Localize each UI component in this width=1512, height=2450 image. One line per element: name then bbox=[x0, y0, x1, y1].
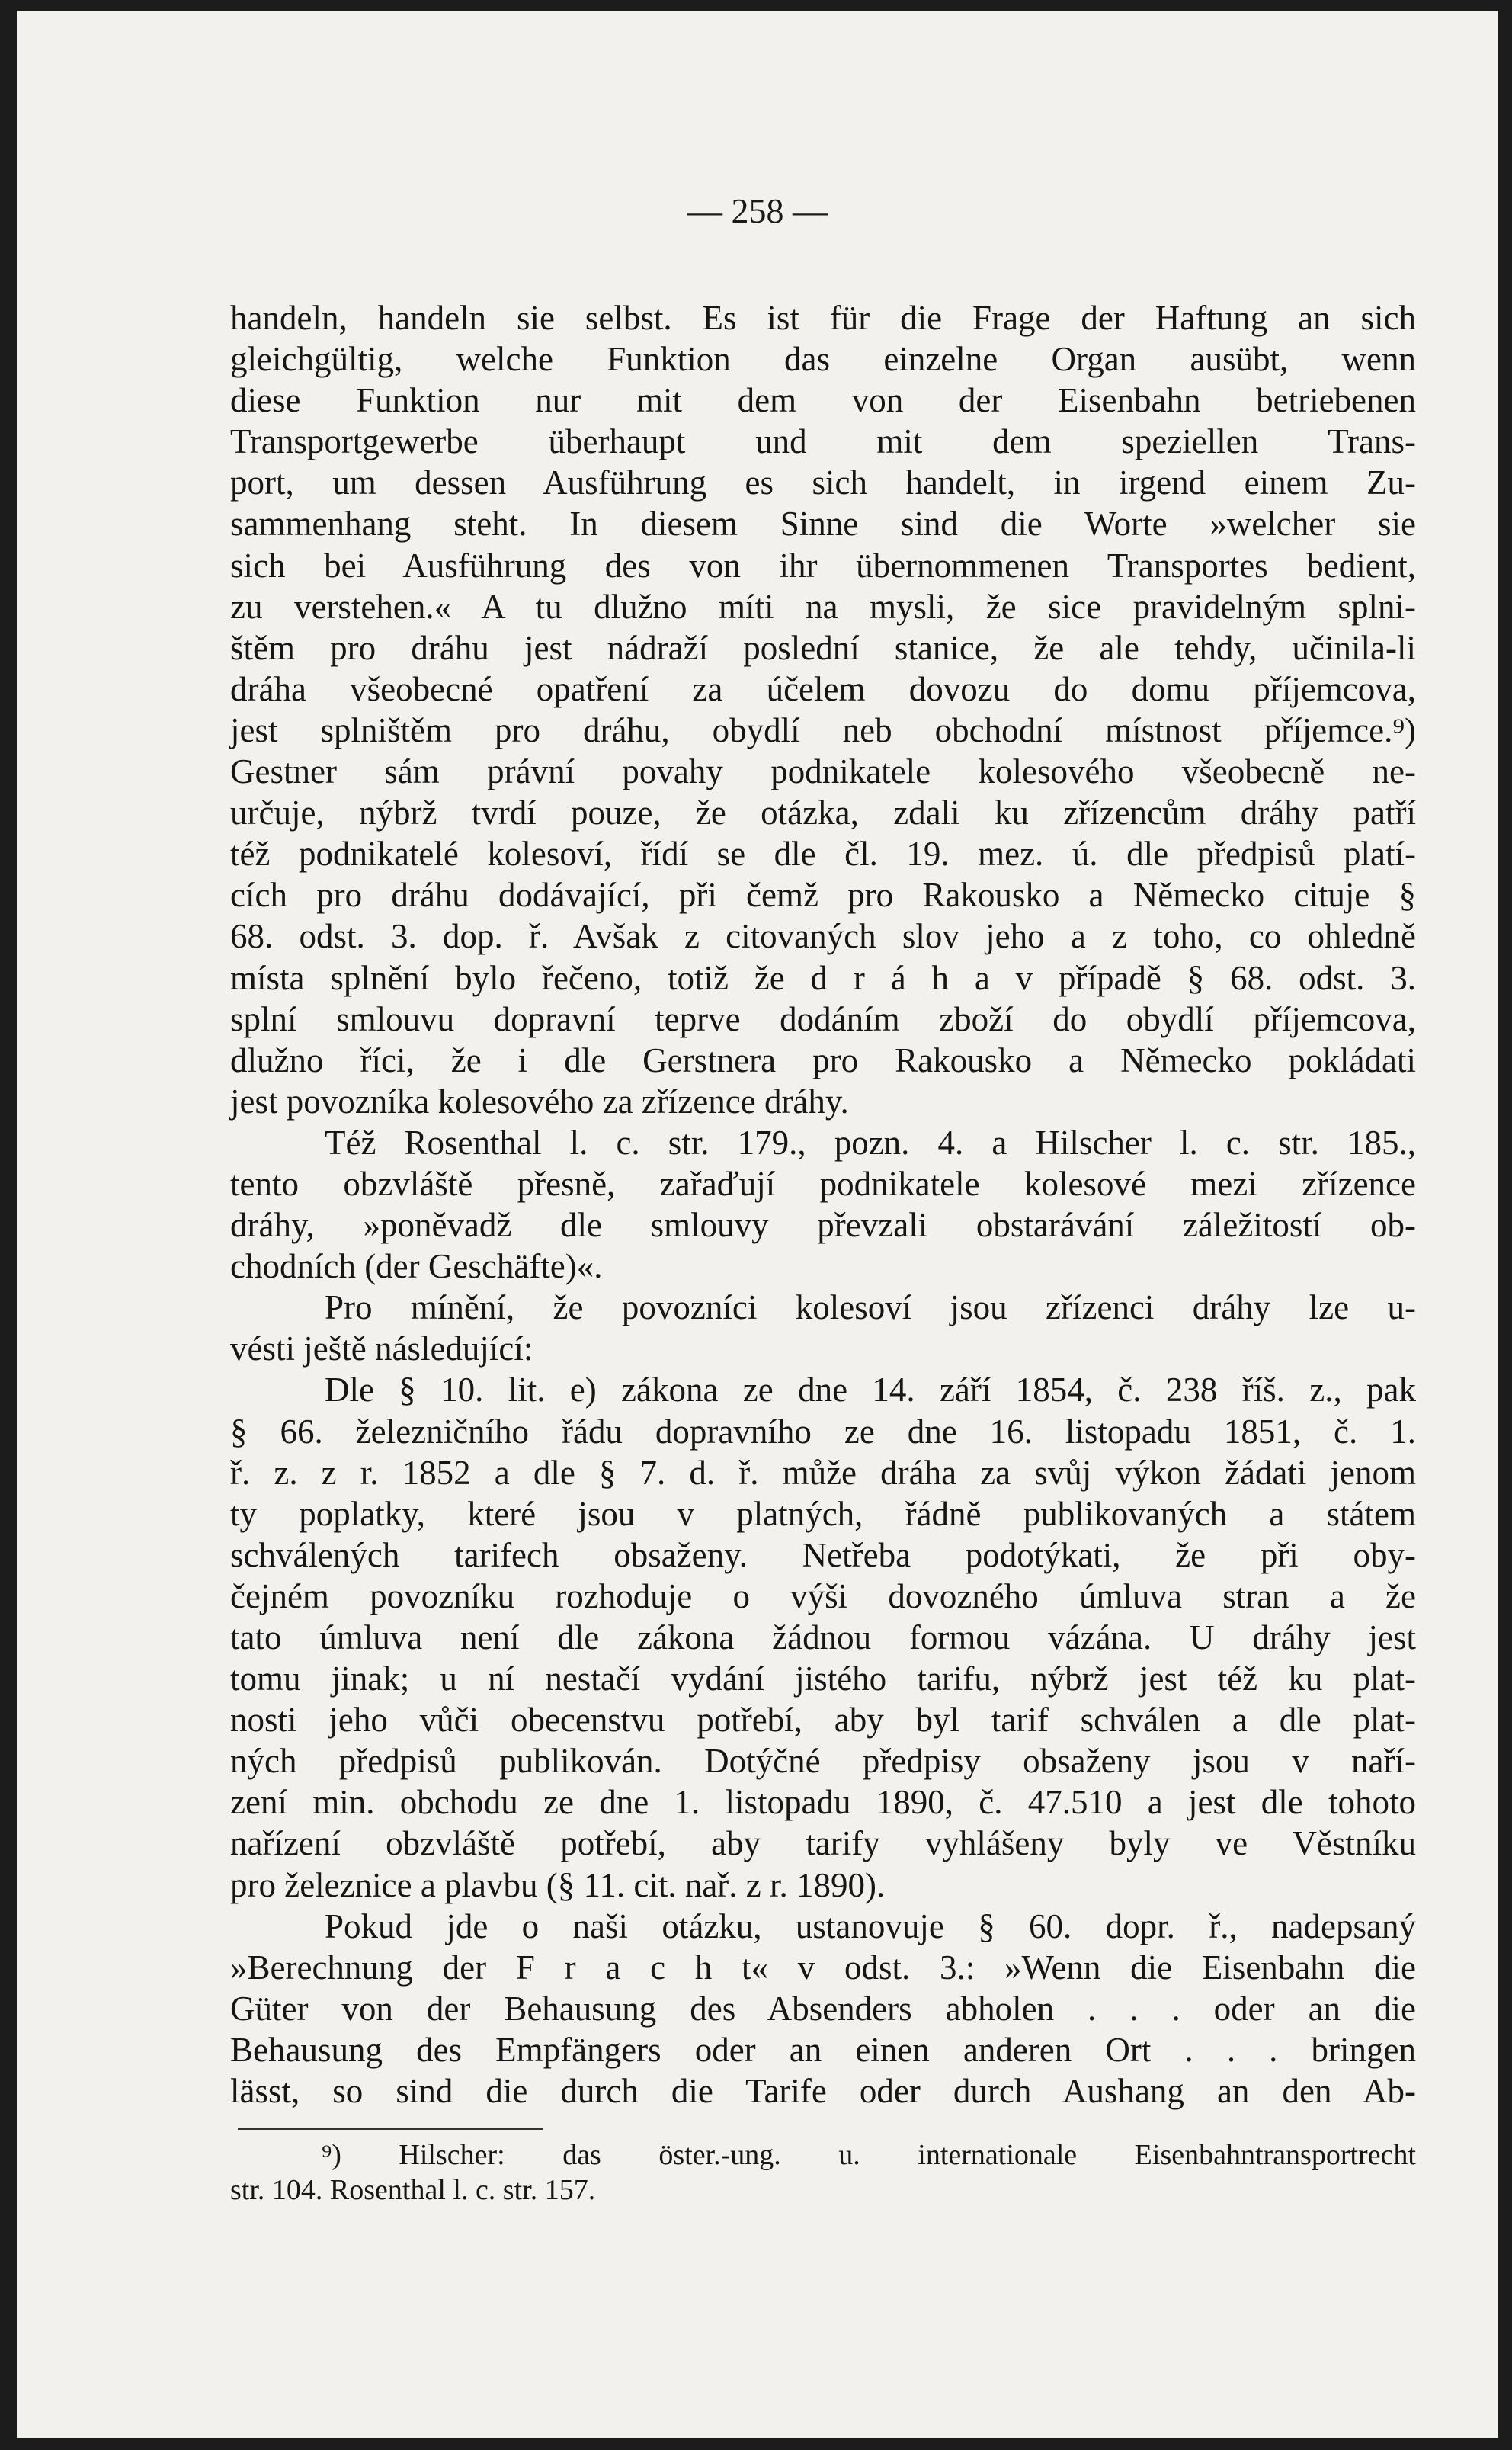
text-line: tento obzvláště přesně, zařaďují podnikatele kolesové mezi zřízence bbox=[230, 1164, 1416, 1203]
text-line: Pro mínění, že povozníci kolesoví jsou zřízenci dráhy lze u- bbox=[325, 1288, 1416, 1327]
text-line: § 66. železničního řádu dopravního ze dne 16. listopadu 1851, č. 1. bbox=[230, 1412, 1416, 1451]
text-line: Behausung des Empfängers oder an einen anderen Ort . . . bringen bbox=[230, 2030, 1416, 2069]
text-line: ných předpisů publikován. Dotýčné předpisy obsaženy jsou v naří- bbox=[230, 1742, 1416, 1781]
text-line: nosti jeho vůči obecenstvu potřebí, aby byl tarif schválen a dle plat- bbox=[230, 1701, 1416, 1740]
body-text bbox=[230, 297, 1416, 2112]
text-line: štěm pro dráhu jest nádraží poslední stanice, že ale tehdy, učinila-li bbox=[230, 628, 1416, 667]
text-line: sammenhang steht. In diesem Sinne sind die Worte »welcher sie bbox=[230, 505, 1416, 544]
text-line: dlužno říci, že i dle Gerstnera pro Rakousko a Německo pokládati bbox=[230, 1041, 1416, 1079]
text-line: Též Rosenthal l. c. str. 179., pozn. 4. a Hilscher l. c. str. 185., bbox=[325, 1123, 1416, 1162]
text-line: jest splništěm pro dráhu, obydlí neb obchodní místnost příjemce.⁹) bbox=[230, 710, 1416, 749]
text-line: jest povozníka kolesového za zřízence dráhy. bbox=[230, 1082, 849, 1121]
footnotes bbox=[230, 2137, 1416, 2208]
text-line: schválených tarifech obsaženy. Netřeba podotýkati, že při oby- bbox=[230, 1535, 1416, 1574]
text-line: čejném povozníku rozhoduje o výši dovozného úmluva stran a že bbox=[230, 1576, 1416, 1615]
text-line: zu verstehen.« A tu dlužno míti na mysli, že sice pravidelným splni- bbox=[230, 587, 1416, 626]
text-line: diese Funktion nur mit dem von der Eisenbahn betriebenen bbox=[230, 381, 1416, 420]
text-line: pro železnice a plavbu (§ 11. cit. nař. z r. 1890). bbox=[230, 1865, 886, 1904]
text-line: Güter von der Behausung des Absenders abholen . . . oder an die bbox=[230, 1989, 1416, 2028]
text-line: vésti ještě následující: bbox=[230, 1329, 533, 1368]
text-line: Gestner sám právní povahy podnikatele kolesového všeobecně ne- bbox=[230, 752, 1416, 791]
footnote-line: str. 104. Rosenthal l. c. str. 157. bbox=[230, 2174, 596, 2207]
text-line: cích pro dráhu dodávající, při čemž pro Rakousko a Německo cituje § bbox=[230, 876, 1416, 915]
text-line: sich bei Ausführung des von ihr übernommenen Transportes bedient, bbox=[230, 546, 1416, 585]
text-line: dráhy, »poněvadž dle smlouvy převzali obstarávání záležitostí ob- bbox=[230, 1206, 1416, 1245]
text-line: Pokud jde o naši otázku, ustanovuje § 60. dopr. ř., nadepsaný bbox=[325, 1906, 1416, 1945]
page-number: — 258 — bbox=[687, 191, 828, 230]
scanned-page bbox=[17, 11, 1498, 2438]
text-line: též podnikatelé kolesoví, řídí se dle čl. 19. mez. ú. dle předpisů platí- bbox=[230, 835, 1416, 874]
text-line: 68. odst. 3. dop. ř. Avšak z citovaných slov jeho a z toho, co ohledně bbox=[230, 917, 1416, 956]
text-line: Transportgewerbe überhaupt und mit dem speziellen Trans- bbox=[230, 422, 1416, 461]
text-line: dráha všeobecné opatření za účelem dovozu do domu příjemcova, bbox=[230, 669, 1416, 708]
text-line: nařízení obzvláště potřebí, aby tarify vyhlášeny byly ve Věstníku bbox=[230, 1824, 1416, 1863]
text-line: ty poplatky, které jsou v platných, řádně publikovaných a státem bbox=[230, 1494, 1416, 1533]
text-line: Dle § 10. lit. e) zákona ze dne 14. září 1854, č. 238 říš. z., pak bbox=[325, 1371, 1416, 1409]
text-line: tato úmluva není dle zákona žádnou formou vázána. U dráhy jest bbox=[230, 1618, 1416, 1656]
text-line: »Berechnung der F r a c h t« v odst. 3.: »Wenn die Eisenbahn die bbox=[230, 1948, 1416, 1987]
text-line: chodních (der Geschäfte)«. bbox=[230, 1247, 603, 1286]
text-line: port, um dessen Ausführung es sich handelt, in irgend einem Zu- bbox=[230, 463, 1416, 502]
text-line: zení min. obchodu ze dne 1. listopadu 1890, č. 47.510 a jest dle tohoto bbox=[230, 1783, 1416, 1822]
text-line: určuje, nýbrž tvrdí pouze, že otázka, zdali ku zřízencům dráhy patří bbox=[230, 794, 1416, 832]
text-line: místa splnění bylo řečeno, totiž že d r á h a v případě § 68. odst. 3. bbox=[230, 958, 1416, 997]
footnote-separator bbox=[238, 2128, 543, 2130]
text-line: handeln, handeln sie selbst. Es ist für die Frage der Haftung an sich bbox=[230, 299, 1416, 337]
footnote-line: ⁹) Hilscher: das öster.-ung. u. internationale Eisenbahntransportrecht bbox=[322, 2139, 1416, 2172]
text-line: splní smlouvu dopravní teprve dodáním zboží do obydlí příjemcova, bbox=[230, 999, 1416, 1038]
text-line: gleichgültig, welche Funktion das einzelne Organ ausübt, wenn bbox=[230, 340, 1416, 379]
text-line: ř. z. z r. 1852 a dle § 7. d. ř. může dráha za svůj výkon žádati jenom bbox=[230, 1453, 1416, 1492]
text-line: lässt, so sind die durch die Tarife oder durch Aushang an den Ab- bbox=[230, 2072, 1416, 2111]
text-line: tomu jinak; u ní nestačí vydání jistého tarifu, nýbrž jest též ku plat- bbox=[230, 1660, 1416, 1698]
